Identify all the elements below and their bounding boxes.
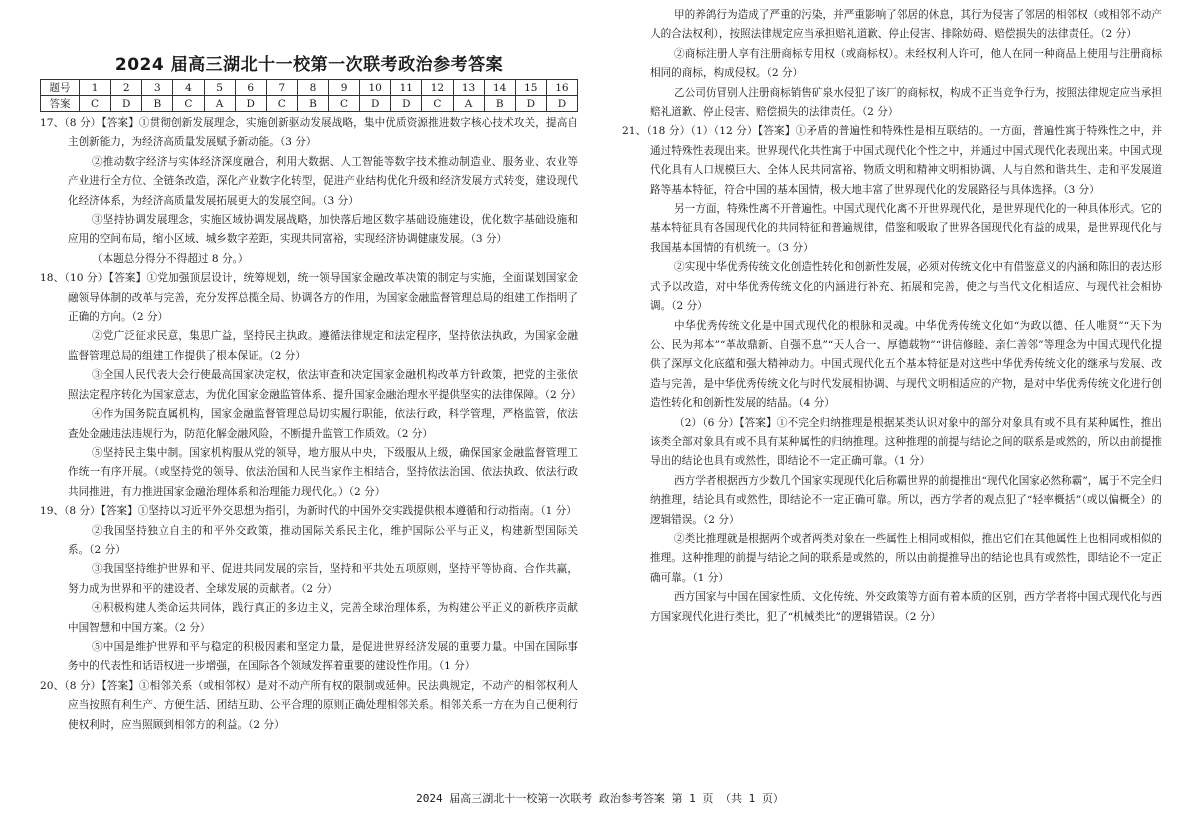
answer-paragraph: 20、（8 分）【答案】①相邻关系（或相邻权）是对不动产所有权的限制或延伸。民法典规定，不动产的相邻权利人应当按照有利生产、方便生活、团结互助、公平合理的原则正确处理相邻关系。相邻关系一方在为自己便利行使权利时，应当照顾到相邻方的利益。（2 分） (40, 679, 578, 731)
answer-paragraph: ④积极构建人类命运共同体，践行真正的多边主义，完善全球治理体系，为构建公平正义的新秩序贡献中国智慧和中国方案。（2 分） (68, 602, 578, 634)
answer-paragraph: ⑤中国是维护世界和平与稳定的积极因素和坚定力量，是促进世界经济发展的重要力量。中国在国际事务中的代表性和话语权进一步增强，在国际各个领域发挥着重要的建设性作用。（1 分） (68, 640, 578, 673)
answer-paragraph: （2）（6 分）【答案】①不完全归纳推理是根据某类认识对象中的部分对象具有或不具有某种属性，推出该类全部对象具有或不具有某种属性的归纳推理。这种推理的前提与结论之间的联系是或然的，所以由前提推导出的结论也具有或然性，即结论不一定正确可靠。（1 分） (650, 416, 1162, 468)
answer-paragraph: ⑤坚持民主集中制。国家机构服从党的领导，地方服从中央，下级服从上级，确保国家金融监督管理工作统一有序开展。（或坚持党的领导、依法治国和人民当家作主相结合，坚持依法治国、依法执政、依法行政共同推进，有力推进国家金融治理体系和治理能力现代化。）（2 分） (68, 446, 578, 498)
answer-paragraph: 17、（8 分）【答案】①贯彻创新发展理念，实施创新驱动发展战略，集中优质资源推进数字核心技术攻关，提高自主创新能力，为经济高质量发展赋予新动能。（3 分） (40, 117, 578, 149)
answer-row (41, 96, 578, 112)
answer-paragraph: 18、（10 分）【答案】①党加强顶层设计，统筹规划，统一领导国家金融改革决策的制定与实施，全面谋划国家金融领导体制的改革与完善，充分发挥总揽全局、协调各方的作用，为国家金融监督管理总局的组建工作指明了正确的方向。（2 分） (40, 272, 578, 324)
question-number-cell: 6 (235, 80, 266, 96)
question-number-cell: 5 (204, 80, 235, 96)
question-number-cell: 1 (80, 80, 111, 96)
answer-cell: B (142, 96, 173, 112)
question-number-cell: 16 (546, 80, 577, 96)
answer-paragraph: 西方国家与中国在国家性质、文化传统、外交政策等方面有着本质的区别，西方学者将中国式现代化与西方国家现代化进行类比，犯了“机械类比”的逻辑错误。（2 分） (650, 591, 1162, 623)
question-number-cell: 11 (391, 80, 422, 96)
answer-paragraph: ②商标注册人享有注册商标专用权（或商标权）。未经权利人许可，他人在同一种商品上使用与注册商标相同的商标，构成侵权。（2 分） (650, 47, 1162, 80)
question-number-cell: 14 (484, 80, 515, 96)
answer-paragraph: ③全国人民代表大会行使最高国家决定权，依法审查和决定国家金融机构改革方针政策，把党的主张依照法定程序转化为国家意志，为优化国家金融监管体系、提升国家金融治理水平提供坚实的法律保障。（2 分） (68, 369, 582, 401)
answer-cell: C (266, 96, 297, 112)
answer-cell: D (546, 96, 577, 112)
answer-paragraph: ②我国坚持独立自主的和平外交政策，推动国际关系民主化，维护国际公平与正义，构建新型国际关系。（2 分） (68, 524, 578, 556)
question-number-row (41, 80, 578, 96)
answer-paragraph: 21、（18 分）（1）（12 分）【答案】①矛盾的普遍性和特殊性是相互联结的。一方面，普遍性寓于特殊性之中，并通过特殊性表现出来。世界现代化共性寓于中国式现代化个性之中，并通过中国式现代化表现出来。中国式现代化具有人口规模巨大、全体人民共同富裕、物质文明和精神文明相协调、人与自然和谐共生、走和平发展道路等基本特征，符合中国的基本国情，极大地丰富了世界现代化的发展路径与具体选择。（3 分） (622, 125, 1162, 196)
answer-cell: C (80, 96, 111, 112)
answer-paragraph: 中华优秀传统文化是中国式现代化的根脉和灵魂。中华优秀传统文化如“为政以德、任人唯贤”“天下为公、民为邦本”“革故鼎新、自强不息”“天人合一、厚德载物”“讲信修睦、亲仁善邻”等理念为中国式现代化提供了深厚文化底蕴和强大精神动力。中国式现代化五个基本特征是对这些中华优秀传统文化的继承与发展、改造与完善，是中华优秀传统文化与时代发展相协调、与现代文明相适应的产物，是对中华优秀传统文化进行创造性转化和创新性发展的结晶。（4 分） (650, 319, 1162, 410)
question-number-cell: 7 (266, 80, 297, 96)
answer-paragraph: ②类比推理就是根据两个或者两类对象在一些属性上相同或相似，推出它们在其他属性上也相同或相似的推理。这种推理的前提与结论之间的联系是或然的，所以由前提推导出的结论也具有或然性，即结论不一定正确可靠。（1 分） (650, 532, 1162, 584)
answer-paragraph: ③坚持协调发展理念，实施区域协调发展战略，加快落后地区数字基础设施建设，优化数字基础设施和应用的空间布局，缩小区域、城乡数字差距，实现共同富裕，实现经济协调健康发展。（3 分） (68, 214, 578, 246)
question-number-cell: 4 (173, 80, 204, 96)
answer-cell: B (484, 96, 515, 112)
question-number-cell: 2 (111, 80, 142, 96)
answer-cell: D (235, 96, 266, 112)
answer-cell: A (453, 96, 484, 112)
answer-cell: D (515, 96, 546, 112)
answer-paragraph: ③我国坚持维护世界和平、促进共同发展的宗旨，坚持和平共处五项原则，坚持平等协商、合作共赢，努力成为世界和平的建设者、全球发展的贡献者。（2 分） (68, 563, 578, 595)
answer-paragraph: ②实现中华优秀传统文化创造性转化和创新性发展，必须对传统文化中有借鉴意义的内涵和陈旧的表达形式予以改造，对中华优秀传统文化的内涵进行补充、拓展和完善，使之与当代文化相适应、与现代社会相协调。（2 分） (650, 261, 1162, 313)
left-answer-text (40, 114, 582, 735)
answer-paragraph: 19、（8 分）【答案】①坚持以习近平外交思想为指引，为新时代的中国外交实践提供根本遵循和行动指南。（1 分） (40, 505, 577, 518)
question-number-cell: 15 (515, 80, 546, 96)
answer-cell: D (360, 96, 391, 112)
question-number-cell: 12 (422, 80, 453, 96)
page-title: 2024 届高三湖北十一校第一次联考政治参考答案 (114, 55, 504, 75)
question-number-cell: 3 (142, 80, 173, 96)
answer-cell: D (111, 96, 142, 112)
answer-paragraph: 另一方面，特殊性离不开普遍性。中国式现代化离不开世界现代化，是世界现代化的一种具体形式。它的基本特征具有各国现代化的共同特征和普遍规律，借鉴和吸取了世界各国现代化有益的成果，是世界现代化与我国基本国情的有机统一。（3 分） (650, 203, 1162, 254)
answer-table (40, 79, 578, 112)
answer-paragraph: 乙公司仿冒别人注册商标销售矿泉水侵犯了该厂的商标权，构成不正当竞争行为，按照法律规定应当承担赔礼道歉、停止侵害、赔偿损失的法律责任。（2 分） (650, 86, 1162, 119)
answer-paragraph: ④作为国务院直属机构，国家金融监督管理总局切实履行职能，依法行政，科学管理，严格监管，依法查处金融违法违规行为，防范化解金融风险，不断提升监管工作质效。（2 分） (68, 408, 578, 440)
answer-cell: C (329, 96, 360, 112)
answer-cell: B (297, 96, 328, 112)
answer-paragraph: 甲的养鸽行为造成了严重的污染，并严重影响了邻居的休息，其行为侵害了邻居的相邻权（或相邻不动产人的合法权利），按照法律规定应当承担赔礼道歉、停止侵害、排除妨碍、赔偿损失的法律责任。（2 分） (650, 9, 1162, 41)
right-answer-text (622, 6, 1162, 627)
answer-paragraph: ②党广泛征求民意，集思广益，坚持民主执政。遵循法律规定和法定程序，坚持依法执政，为国家金融监督管理总局的组建工作提供了根本保证。（2 分） (68, 330, 578, 362)
question-number-cell: 10 (360, 80, 391, 96)
row-label-answer: 答案 (41, 96, 80, 112)
question-number-cell: 13 (453, 80, 484, 96)
question-number-cell: 9 (329, 80, 360, 96)
answer-cell: C (422, 96, 453, 112)
answer-paragraph: ②推动数字经济与实体经济深度融合，利用大数据、人工智能等数字技术推动制造业、服务业、农业等产业进行全方位、全链条改造，深化产业数字化转型，促进产业结构优化升级和经济发展方式转变，建设现代化经济体系，为经济高质量发展拓展更大的发展空间。（3 分） (68, 155, 578, 207)
answer-cell: C (173, 96, 204, 112)
answer-paragraph: （本题总分得分不得超过 8 分。） (92, 252, 249, 265)
answer-cell: A (204, 96, 235, 112)
page-footer: 2024 届高三湖北十一校第一次联考 政治参考答案 第 1 页 （共 1 页） (416, 792, 784, 805)
question-number-cell: 8 (297, 80, 328, 96)
answer-paragraph: 西方学者根据西方少数几个国家实现现代化后称霸世界的前提推出“现代化国家必然称霸”，属于不完全归纳推理，结论具有或然性，即结论不一定正确可靠。所以，西方学者的观点犯了“轻率概括”（或以偏概全）的逻辑错误。（2 分） (650, 474, 1162, 526)
answer-cell: D (391, 96, 422, 112)
row-label-question: 题号 (41, 80, 80, 96)
